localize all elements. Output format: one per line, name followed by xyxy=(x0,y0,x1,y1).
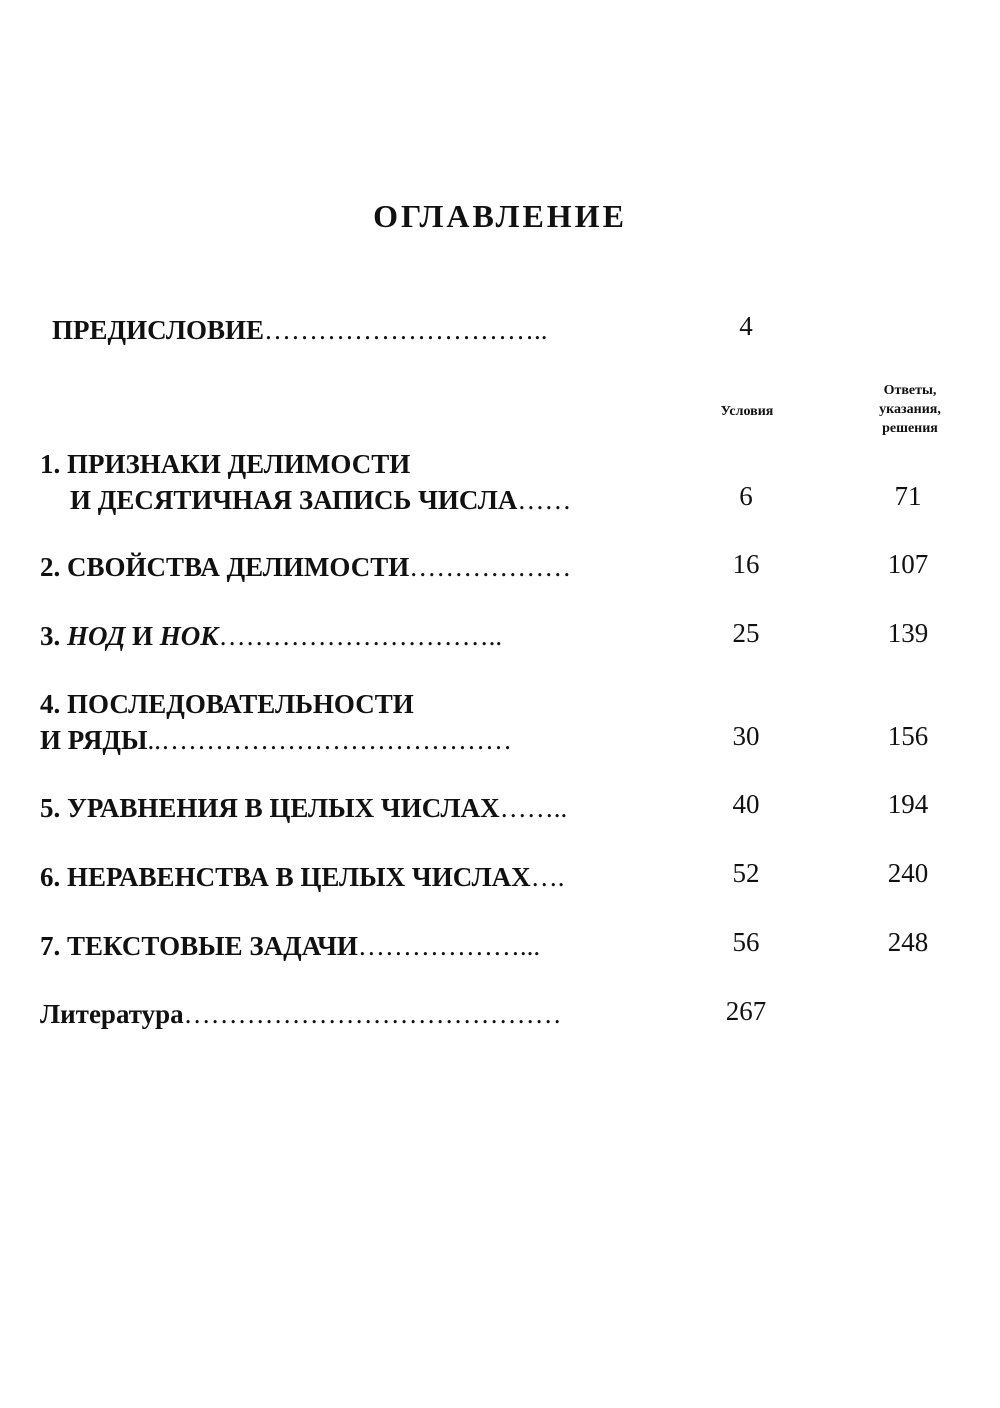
entry-label: 5. УРАВНЕНИЯ В ЦЕЛЫХ ЧИСЛАХ xyxy=(40,793,500,823)
page-number-preface: 4 xyxy=(739,311,753,341)
leader-dots: ………………………….. xyxy=(264,315,548,345)
entry-label: Литература xyxy=(40,999,184,1029)
entry-label-line2: И ДЕСЯТИЧНАЯ ЗАПИСЬ ЧИСЛА xyxy=(70,485,518,515)
leader-dots: ………………... xyxy=(357,931,541,961)
toc-entry-chapter-1 xyxy=(40,446,571,518)
entry-label-line1: 1. ПРИЗНАКИ ДЕЛИМОСТИ xyxy=(40,449,411,479)
entry-prefix: 3. xyxy=(40,621,67,651)
page-number-answers-4: 156 xyxy=(887,721,929,751)
leader-dots: …….. xyxy=(499,793,568,823)
leader-dots: …. xyxy=(530,862,565,892)
entry-label: 7. ТЕКСТОВЫЕ ЗАДАЧИ xyxy=(40,931,358,961)
toc-entry-chapter-7 xyxy=(40,928,540,964)
toc-entry-chapter-5 xyxy=(40,790,567,826)
leader-dots: ………………………….. xyxy=(218,621,503,651)
entry-label-line2: И РЯДЫ xyxy=(40,725,148,755)
column-header-answers xyxy=(855,381,965,438)
leader-dots: ……………… xyxy=(409,552,572,582)
column-header-conditions: Условия xyxy=(720,404,774,419)
toc-entry-chapter-6 xyxy=(40,859,564,895)
leader-dots: ..………………………………… xyxy=(147,725,512,755)
toc-entry-literature xyxy=(40,996,562,1032)
leader-dots: …… xyxy=(517,485,572,515)
page-number-conditions-7: 56 xyxy=(732,927,760,957)
toc-entry-chapter-4 xyxy=(40,686,512,758)
page-number-conditions-4: 30 xyxy=(732,721,760,751)
page-number-conditions-2: 16 xyxy=(732,549,760,579)
toc-entry-chapter-3 xyxy=(40,618,502,654)
entry-label-line1: 4. ПОСЛЕДОВАТЕЛЬНОСТИ xyxy=(40,689,414,719)
page-number-conditions-5: 40 xyxy=(732,789,760,819)
page-number-literature: 267 xyxy=(725,996,767,1026)
page-title: ОГЛАВЛЕНИЕ xyxy=(373,198,627,234)
entry-and: И xyxy=(125,621,160,651)
column-header-answers-line3: решения xyxy=(882,421,938,436)
page-number-answers-1: 71 xyxy=(894,481,922,511)
page-number-answers-2: 107 xyxy=(887,549,929,579)
column-header-answers-line2: указания, xyxy=(879,402,941,417)
page-number-answers-5: 194 xyxy=(887,789,929,819)
entry-nod: НОД xyxy=(67,621,126,651)
toc-entry-chapter-2 xyxy=(40,549,571,585)
entry-label: ПРЕДИСЛОВИЕ xyxy=(52,315,265,345)
page-number-answers-3: 139 xyxy=(887,618,929,648)
page-number-answers-6: 240 xyxy=(887,858,929,888)
leader-dots: …………………………………… xyxy=(183,999,562,1029)
column-header-answers-line1: Ответы, xyxy=(883,383,937,398)
entry-label: 6. НЕРАВЕНСТВА В ЦЕЛЫХ ЧИСЛАХ xyxy=(40,862,531,892)
page-number-conditions-1: 6 xyxy=(739,481,753,511)
page-number-conditions-6: 52 xyxy=(732,858,760,888)
entry-label: 2. СВОЙСТВА ДЕЛИМОСТИ xyxy=(40,552,410,582)
entry-nok: НОК xyxy=(159,621,219,651)
toc-entry-preface xyxy=(52,312,548,348)
page-number-answers-7: 248 xyxy=(887,927,929,957)
page-number-conditions-3: 25 xyxy=(732,618,760,648)
